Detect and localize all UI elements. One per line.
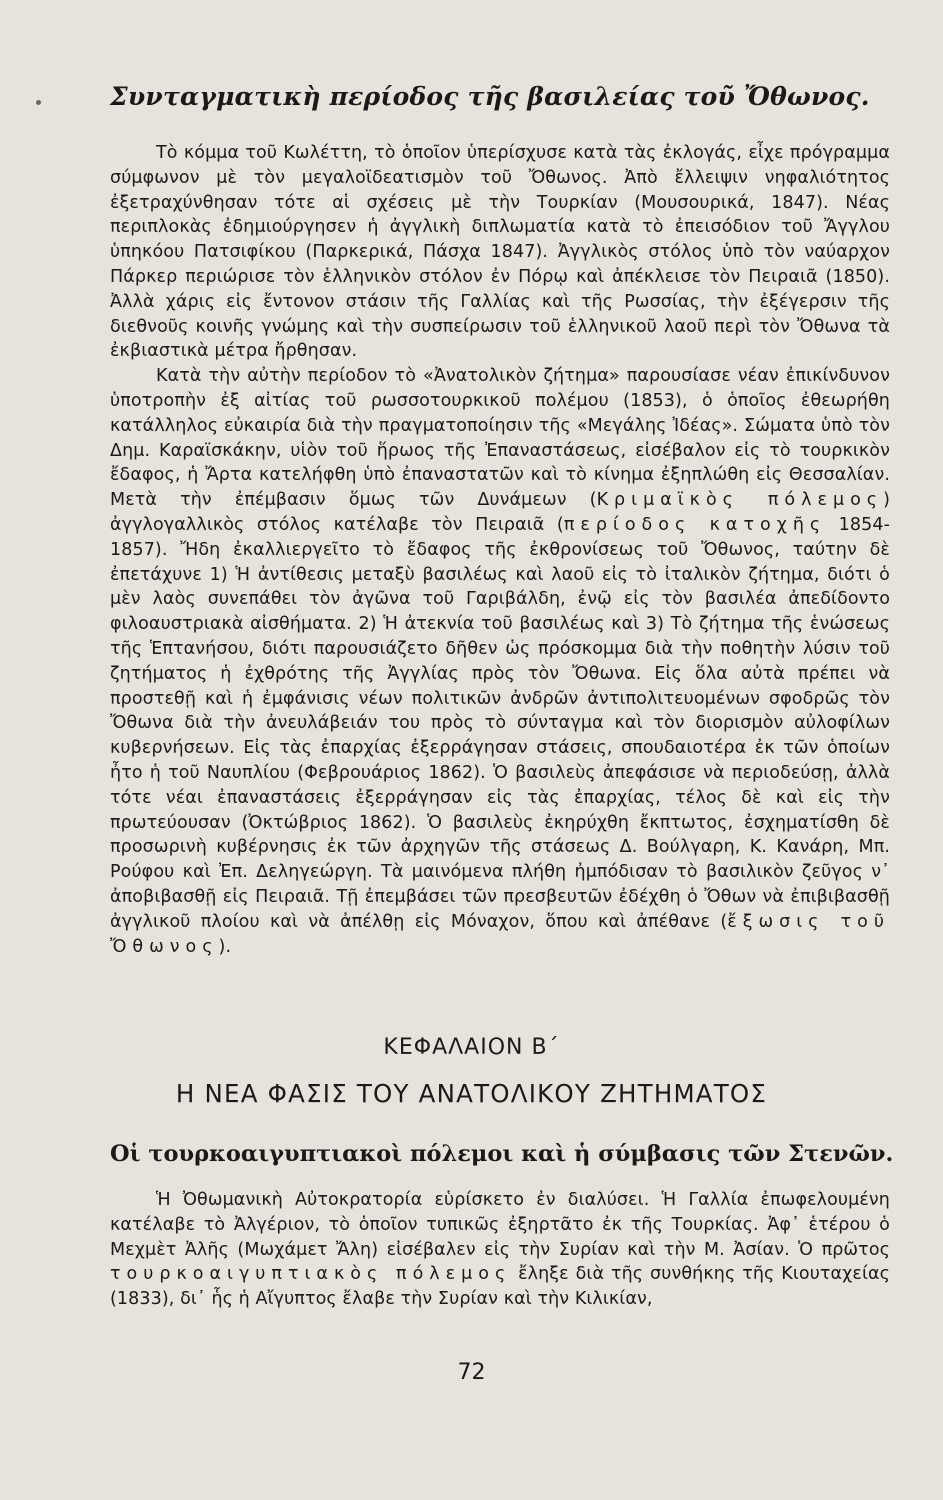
paragraph-2-text-after: 1854-1857). Ἤδη ἐκαλλιεργεῖτο τὸ ἔδαφος τῆς ἐκθρονίσεως τοῦ Ὄθωνος, ταύτην δὲ ἐπετάχυνε 1) Ἡ ἀντίθεσις μεταξὺ βασιλέως καὶ λαοῦ εἰς τὸ ἰταλικὸν ζήτημα, διότι ὁ μὲν λαὸς συνεπάθει τὸν ἀγῶνα τοῦ Γαριβάλδη, ἐνῷ εἰς τὸν βασιλέα ἀπεδίδοντο φιλοαυστριακὰ αἰσθήματα. 2) Ἡ ἀτεκνία τοῦ βασιλέως καὶ 3) Τὸ ζήτημα τῆς ἑνώσεως τῆς Ἑπτανήσου, διότι παρουσιάζετο δῆθεν ὡς πρόσκομμα διὰ τὴν ποθητὴν λύσιν τοῦ ζητήματος ἡ ἐχθρότης τῆς Ἀγγλίας πρὸς τὸν Ὄθωνα. Εἰς ὅλα αὐτὰ πρέπει νὰ προστεθῇ καὶ ἡ ἐμφάνισις νέων πολιτικῶν ἀνδρῶν ἀντιπολιτευομένων σφοδρῶς τὸν Ὄθωνα διὰ τὴν ἀνευλάβειάν του πρὸς τὸ σύνταγμα καὶ τὸν διορισμὸν αὐλοφίλων κυβερνήσεων. Εἰς τὰς ἐπαρχίας ἐξερράγησαν στάσεις, σπουδαιοτέρα ἐκ τῶν ὁποίων ἦτο ἡ τοῦ Ναυπλίου (Φεβρουάριος 1862). Ὁ βασιλεὺς ἀπεφάσισε νὰ περιοδεύσῃ, ἀλλὰ τότε νέαι ἐπαναστάσεις ἐξερράγησαν εἰς τὰς ἐπαρχίας, τέλος δὲ καὶ εἰς τὴν πρωτεύουσαν (Ὀκτώβριος 1862). Ὁ βασιλεὺς ἐκηρύχθη ἔκπτωτος, ἐσχηματίσθη δὲ προσωρινὴ κυβέρνησις ἐκ τῶν ἀρχηγῶν τῆς στάσεως Δ. Βούλγαρη, Κ. Κανάρη, Μπ. Ρούφου καὶ Ἐπ. Δεληγεώργη. Τὰ μαινόμενα πλήθη ἠμπόδισαν τὸ βασιλικὸν ζεῦγος ν᾽ ἀποβιβασθῇ εἰς Πειραιᾶ. Τῇ ἐπεμβάσει τῶν πρεσβευτῶν ἐδέχθη ὁ Ὄθων νὰ ἐπιβιβασθῇ ἀγγλικοῦ πλοίου καὶ νὰ ἀπέλθῃ εἰς Μόναχον, ὅπου καὶ ἀπέθανε ( xyxy=(110,514,891,932)
emphasis-turco-egyptian-war: τουρκοαιγυπτιακὸς πόλεμος xyxy=(110,1264,512,1285)
paragraph-2-text-middle: ) ἀγγλογαλλικὸς στόλος κατέλαβε τὸν Πειραιᾶ ( xyxy=(110,490,891,535)
paragraph-1 xyxy=(110,141,890,364)
section-heading-turco-egyptian: Οἱ τουρκοαιγυπτιακοὶ πόλεμοι καὶ ἡ σύμβασις τῶν Στενῶν. xyxy=(110,1141,894,1167)
paragraph-3-text-start: Ἡ Ὀθωμανικὴ Αὐτοκρατορία εὑρίσκετο ἐν διαλύσει. Ἡ Γαλλία ἐπωφελουμένη κατέλαβε τὸ Ἀλγέριον, τὸ ὁποῖον τυπικῶς ἐξηρτᾶτο ἐκ τῆς Τουρκίας. Ἀφ᾽ ἑτέρου ὁ Μεχμὲτ Ἀλῆς (Μωχάμετ Ἄλη) εἰσέβαλεν εἰς τὴν Συρίαν καὶ τὴν Μ. Ἀσίαν. Ὁ πρῶτος xyxy=(110,1190,890,1260)
section-heading-otto: Συνταγματικὴ περίοδος τῆς βασιλείας τοῦ Ὄθωνος. xyxy=(110,82,870,111)
text-block-turco-egyptian xyxy=(110,1188,890,1312)
page-number: 72 xyxy=(457,1360,486,1385)
emphasis-occupation-period: περίοδος κατοχῆς xyxy=(563,514,827,535)
paragraph-3-text-end: ἔληξε διὰ τῆς συνθήκης τῆς Κιουταχείας (1833), δι᾽ ἧς ἡ Αἴγυπτος ἔλαβε τὴν Συρίαν καὶ τὴν Κιλικίαν, xyxy=(110,1264,890,1310)
paragraph-3 xyxy=(110,1188,890,1312)
paragraph-2 xyxy=(110,364,890,959)
chapter-title: Η ΝΕΑ ΦΑΣΙΣ ΤΟΥ ΑΝΑΤΟΛΙΚΟΥ ΖΗΤΗΜΑΤΟΣ xyxy=(175,1079,768,1108)
margin-mark xyxy=(36,100,41,105)
chapter-label: ΚΕΦΑΛΑΙΟΝ Β΄ xyxy=(383,1035,560,1060)
paragraph-2-text-end: ). xyxy=(218,936,232,957)
paragraph-2-text-start: Κατὰ τὴν αὐτὴν περίοδον τὸ «Ἀνατολικὸν ζήτημα» παρουσίασε νέαν ἐπικίνδυνον ὑποτροπὴν ἐξ αἰτίας τοῦ ρωσσοτουρκικοῦ πολέμου (1853), ὁ ὁποῖος ἐθεωρήθη κατάλληλος εὐκαιρία διὰ τὴν πραγματοποίησιν τῆς «Μεγάλης Ἰδέας». Σώματα ὑπὸ τὸν Δημ. Καραϊσκάκην, υἱὸν τοῦ ἥρωος τῆς Ἐπαναστάσεως, εἰσέβαλον εἰς τὸ τουρκικὸν ἔδαφος, ἡ Ἄρτα κατελήφθη ὑπὸ ἐπαναστατῶν καὶ τὸ κίνημα ἐξηπλώθη εἰς Θεσσαλίαν. Μετὰ τὴν ἐπέμβασιν ὅμως τῶν Δυνάμεων ( xyxy=(110,366,890,511)
paragraph-1-text: Τὸ κόμμα τοῦ Κωλέττη, τὸ ὁποῖον ὑπερίσχυσε κατὰ τὰς ἐκλογάς, εἶχε πρόγραμμα σύμφωνον μὲ τὸν μεγαλοϊδεατισμὸν τοῦ Ὄθωνος. Ἀπὸ ἔλλειψιν νηφαλιότητος ἐξετραχύνθησαν τότε αἱ σχέσεις μὲ τὴν Τουρκίαν (Μουσουρικά, 1847). Νέας περιπλοκὰς ἐδημιούργησεν ἡ ἀγγλικὴ διπλωματία κατὰ τὸ ἐπεισόδιον τοῦ Ἄγγλου ὑπηκόου Πατσιφίκου (Παρκερικά, Πάσχα 1847). Ἀγγλικὸς στόλος ὑπὸ τὸν ναύαρχον Πάρκερ περιώρισε τὸν ἑλληνικὸν στόλον ἐν Πόρῳ καὶ ἀπέκλεισε τὸν Πειραιᾶ (1850). Ἀλλὰ χάρις εἰς ἔντονον στάσιν τῆς Γαλλίας καὶ τῆς Ρωσσίας, τὴν ἐξέγερσιν τῆς διεθνοῦς κοινῆς γνώμης καὶ τὴν συσπείρωσιν τοῦ ἑλληνικοῦ λαοῦ περὶ τὸν Ὄθωνα τὰ ἐκβιαστικὰ μέτρα ἤρθησαν. xyxy=(110,143,890,362)
text-block-otto xyxy=(110,141,890,959)
emphasis-otto-expulsion: ἔξωσις τοῦ Ὄθωνος xyxy=(110,911,891,957)
emphasis-crimean-war: Κριμαϊκὸς πόλεμος xyxy=(596,490,884,511)
